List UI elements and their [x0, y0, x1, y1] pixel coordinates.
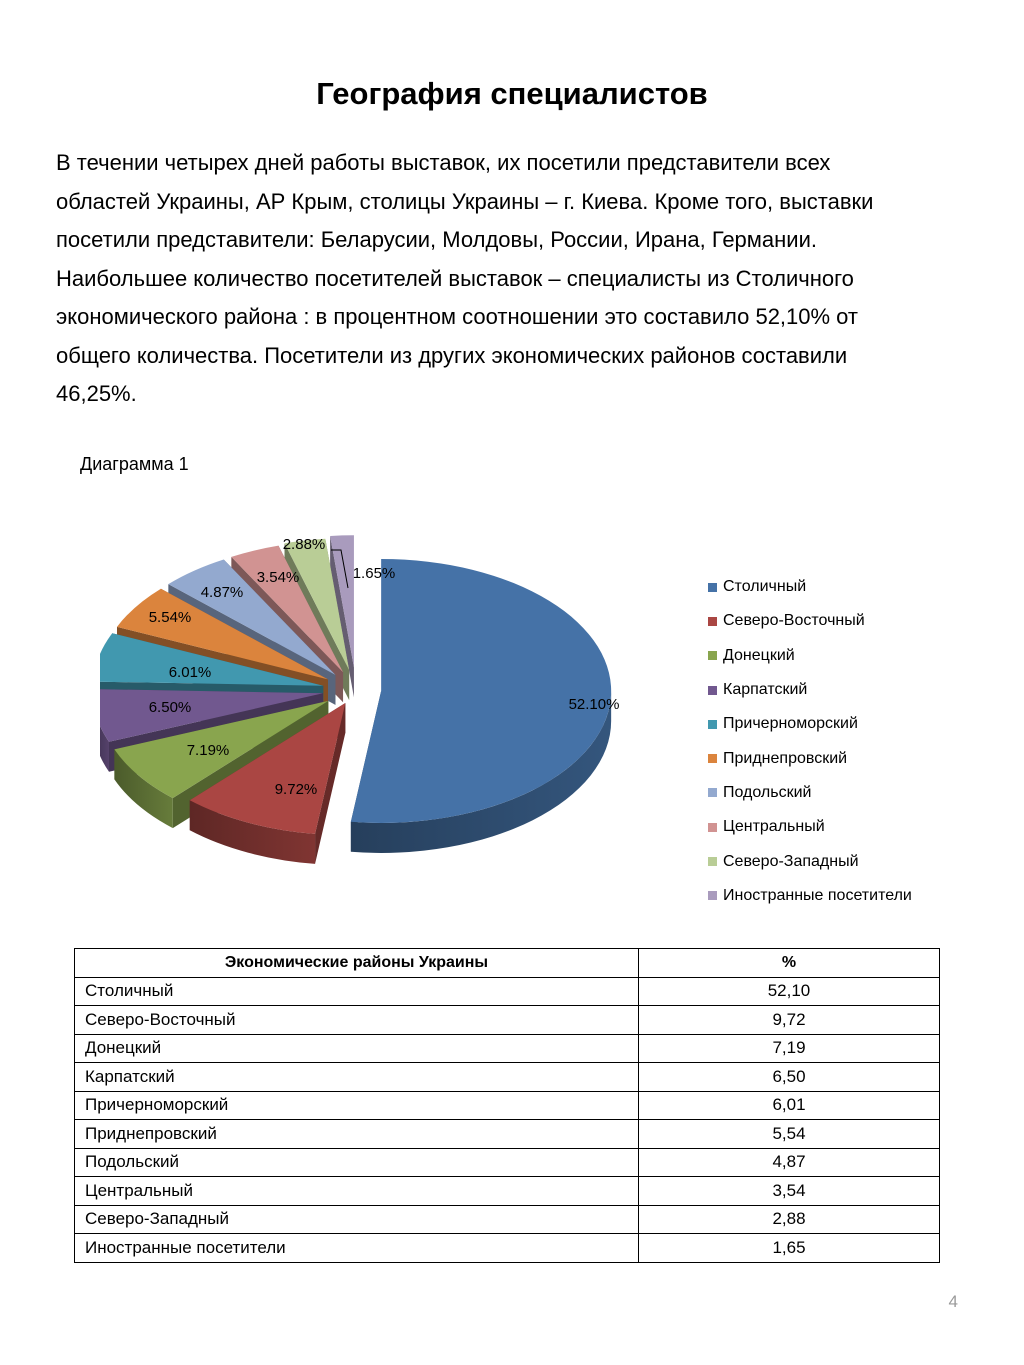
table-row — [75, 1091, 940, 1120]
data-label: 6.50% — [148, 699, 192, 716]
legend-item — [708, 707, 912, 741]
data-label: 9.72% — [274, 781, 318, 798]
district-name-cell: Иностранные посетители — [75, 1234, 639, 1263]
paragraph-line: экономического района : в процентном соотношении это составило 52,10% от — [56, 304, 859, 329]
page-title: География специалистов — [316, 76, 708, 111]
table-row — [75, 1006, 940, 1035]
percent-cell: 3,54 — [639, 1177, 940, 1206]
data-label: 1.65% — [352, 565, 396, 582]
legend-swatch — [708, 720, 717, 729]
table-row — [75, 1120, 940, 1149]
legend-item — [708, 776, 912, 810]
data-label: 4.87% — [200, 584, 244, 601]
percent-cell: 9,72 — [639, 1006, 940, 1035]
district-name-cell: Столичный — [75, 977, 639, 1006]
district-name-cell: Приднепровский — [75, 1120, 639, 1149]
table-header-row — [75, 949, 940, 978]
data-label: 6.01% — [168, 664, 212, 681]
table-row — [75, 1234, 940, 1263]
column-header-district: Экономические районы Украины — [75, 949, 639, 978]
data-label: 2.88% — [282, 536, 326, 553]
district-name-cell: Причерноморский — [75, 1091, 639, 1120]
legend-item — [708, 844, 912, 878]
table-row — [75, 1205, 940, 1234]
paragraph-line: посетили представители: Беларусии, Молдовы, России, Ирана, Германии. — [56, 227, 817, 252]
legend-swatch — [708, 686, 717, 695]
data-label: 5.54% — [148, 609, 192, 626]
legend-label: Центральный — [723, 818, 825, 836]
percent-cell: 1,65 — [639, 1234, 940, 1263]
legend-swatch — [708, 823, 717, 832]
paragraph-line: общего количества. Посетители из других экономических районов составили — [56, 342, 848, 368]
paragraph-line: Наибольшее количество посетителей выставок – специалисты из Столичного — [56, 265, 854, 291]
data-label: 52.10% — [568, 696, 620, 713]
legend-swatch — [708, 857, 717, 866]
table-row — [75, 1177, 940, 1206]
legend-label: Северо-Западный — [723, 852, 859, 870]
percent-cell: 6,01 — [639, 1091, 940, 1120]
legend-label: Причерноморский — [723, 715, 858, 733]
table-row — [75, 1148, 940, 1177]
data-label: 3.54% — [256, 569, 300, 586]
paragraph-line: областей Украины, АР Крым, столицы Украины – г. Киева. Кроме того, выставки — [56, 188, 874, 214]
percent-cell: 2,88 — [639, 1205, 940, 1234]
percent-cell: 5,54 — [639, 1120, 940, 1149]
legend-swatch — [708, 891, 717, 900]
district-name-cell: Подольский — [75, 1148, 639, 1177]
chart-caption: Диаграмма 1 — [80, 454, 189, 474]
table-row — [75, 1063, 940, 1092]
legend-swatch — [708, 788, 717, 797]
percent-cell: 4,87 — [639, 1148, 940, 1177]
legend-label: Северо-Восточный — [723, 612, 865, 630]
column-header-percent: % — [639, 949, 940, 978]
district-name-cell: Северо-Восточный — [75, 1006, 639, 1035]
district-name-cell: Донецкий — [75, 1034, 639, 1063]
legend-item — [708, 741, 912, 775]
legend-item — [708, 879, 912, 913]
legend-label: Иностранные посетители — [723, 886, 912, 904]
legend-swatch — [708, 651, 717, 660]
intro-paragraph — [56, 144, 966, 414]
legend-label: Карпатский — [723, 681, 808, 699]
page-number: 4 — [948, 1292, 958, 1311]
district-name-cell: Северо-Западный — [75, 1205, 639, 1234]
chart-legend — [708, 570, 912, 913]
legend-swatch — [708, 583, 717, 592]
legend-item — [708, 604, 912, 638]
legend-swatch — [708, 617, 717, 626]
legend-item — [708, 673, 912, 707]
legend-label: Приднепровский — [723, 749, 848, 767]
pie-chart — [100, 520, 680, 880]
legend-item — [708, 570, 912, 604]
data-label: 7.19% — [186, 742, 230, 759]
percent-cell: 7,19 — [639, 1034, 940, 1063]
legend-label: Донецкий — [723, 646, 795, 664]
table-row — [75, 977, 940, 1006]
paragraph-line: В течении четырех дней работы выставок, их посетили представители всех — [56, 150, 831, 175]
legend-item — [708, 810, 912, 844]
legend-label: Столичный — [723, 578, 807, 596]
percent-cell: 6,50 — [639, 1063, 940, 1092]
percent-cell: 52,10 — [639, 977, 940, 1006]
legend-swatch — [708, 754, 717, 763]
table-row — [75, 1034, 940, 1063]
legend-item — [708, 639, 912, 673]
legend-label: Подольский — [723, 783, 812, 801]
district-name-cell: Центральный — [75, 1177, 639, 1206]
paragraph-line: 46,25%. — [56, 381, 137, 406]
districts-table — [74, 948, 940, 1263]
district-name-cell: Карпатский — [75, 1063, 639, 1092]
